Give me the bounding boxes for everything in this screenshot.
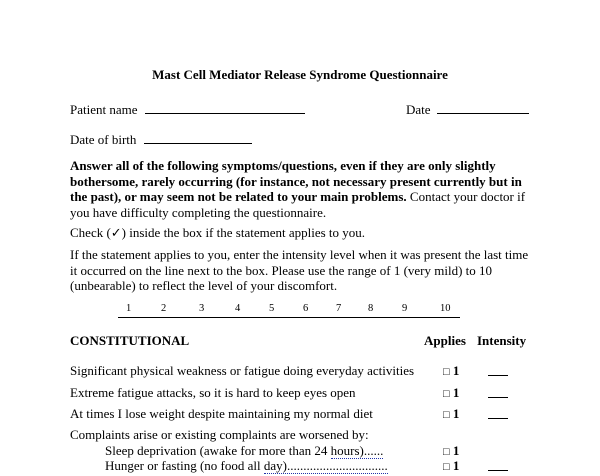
scale-tick: 2 xyxy=(161,303,167,314)
patient-name-row xyxy=(70,101,305,117)
scale-tick: 7 xyxy=(336,303,342,314)
page-title: Mast Cell Mediator Release Syndrome Questionnaire xyxy=(152,67,448,82)
instructions-normal: Contact your doctor if you have difficulty completing the questionnaire. xyxy=(70,189,526,220)
scale-tick: 5 xyxy=(269,303,275,314)
intensity-line[interactable] xyxy=(488,385,508,403)
item-value: 1 xyxy=(452,385,460,400)
scale-tick: 8 xyxy=(368,303,374,314)
sub-item-text: Sleep deprivation (awake for more than 24 hours)...... xyxy=(105,443,384,458)
applies-header: Applies xyxy=(424,333,466,348)
intensity-line[interactable] xyxy=(488,458,508,476)
item-value: 1 xyxy=(452,458,460,473)
instructions-paragraph xyxy=(70,158,532,220)
checkbox-icon: □ xyxy=(443,366,450,378)
intensity-scale xyxy=(118,303,460,318)
check-instruction: Check (✓) inside the box if the statement applies to you. xyxy=(70,225,366,240)
checkbox-icon: □ xyxy=(443,409,450,421)
intensity-line[interactable] xyxy=(488,363,508,381)
checkbox-icon: □ xyxy=(443,446,450,458)
dob-row xyxy=(70,131,252,147)
checkbox-icon: □ xyxy=(443,388,450,400)
sub-item-text: Hunger or fasting (no food all day)............................... xyxy=(105,458,388,473)
date-field[interactable] xyxy=(437,101,529,114)
intensity-instruction: If the statement applies to you, enter the intensity level when it was present the last time it occurred on the line next to the box. Please use the range of 1 (very mild) to 10 (unbearable) to reflect the level of your discomfort. xyxy=(70,247,529,293)
patient-name-field[interactable] xyxy=(145,101,305,114)
applies-checkbox[interactable] xyxy=(443,458,459,475)
date-row xyxy=(406,101,529,117)
item-value: 1 xyxy=(452,443,460,458)
item-value: 1 xyxy=(452,406,460,421)
scale-tick: 1 xyxy=(126,303,132,314)
instructions-bold: Answer all of the following symptoms/questions, even if they are only slightly bothersome, rarely occurring (for instance, not necessary present currently but in the past), or may seem not be related to your main problems. xyxy=(70,158,522,204)
dob-field[interactable] xyxy=(144,131,252,144)
intensity-line[interactable] xyxy=(488,406,508,424)
dob-label: Date of birth xyxy=(70,132,137,147)
item-text: Extreme fatigue attacks, so it is hard to keep eyes open xyxy=(70,385,356,400)
applies-checkbox[interactable] xyxy=(443,363,459,380)
complaints-heading: Complaints arise or existing complaints are worsened by: xyxy=(70,427,369,442)
scale-tick: 10 xyxy=(440,303,451,314)
patient-name-label: Patient name xyxy=(70,102,138,117)
applies-checkbox[interactable] xyxy=(443,406,459,423)
scale-tick: 3 xyxy=(199,303,205,314)
scale-tick: 6 xyxy=(303,303,309,314)
item-text: At times I lose weight despite maintaining my normal diet xyxy=(70,406,373,421)
scale-tick: 9 xyxy=(402,303,408,314)
item-value: 1 xyxy=(452,363,460,378)
applies-checkbox[interactable] xyxy=(443,385,459,402)
checkbox-icon: □ xyxy=(443,461,450,473)
scale-tick: 4 xyxy=(235,303,241,314)
intensity-header: Intensity xyxy=(477,333,527,348)
date-label: Date xyxy=(406,102,431,117)
item-text: Significant physical weakness or fatigue doing everyday activities xyxy=(70,363,415,378)
section-title: CONSTITUTIONAL xyxy=(70,333,190,348)
